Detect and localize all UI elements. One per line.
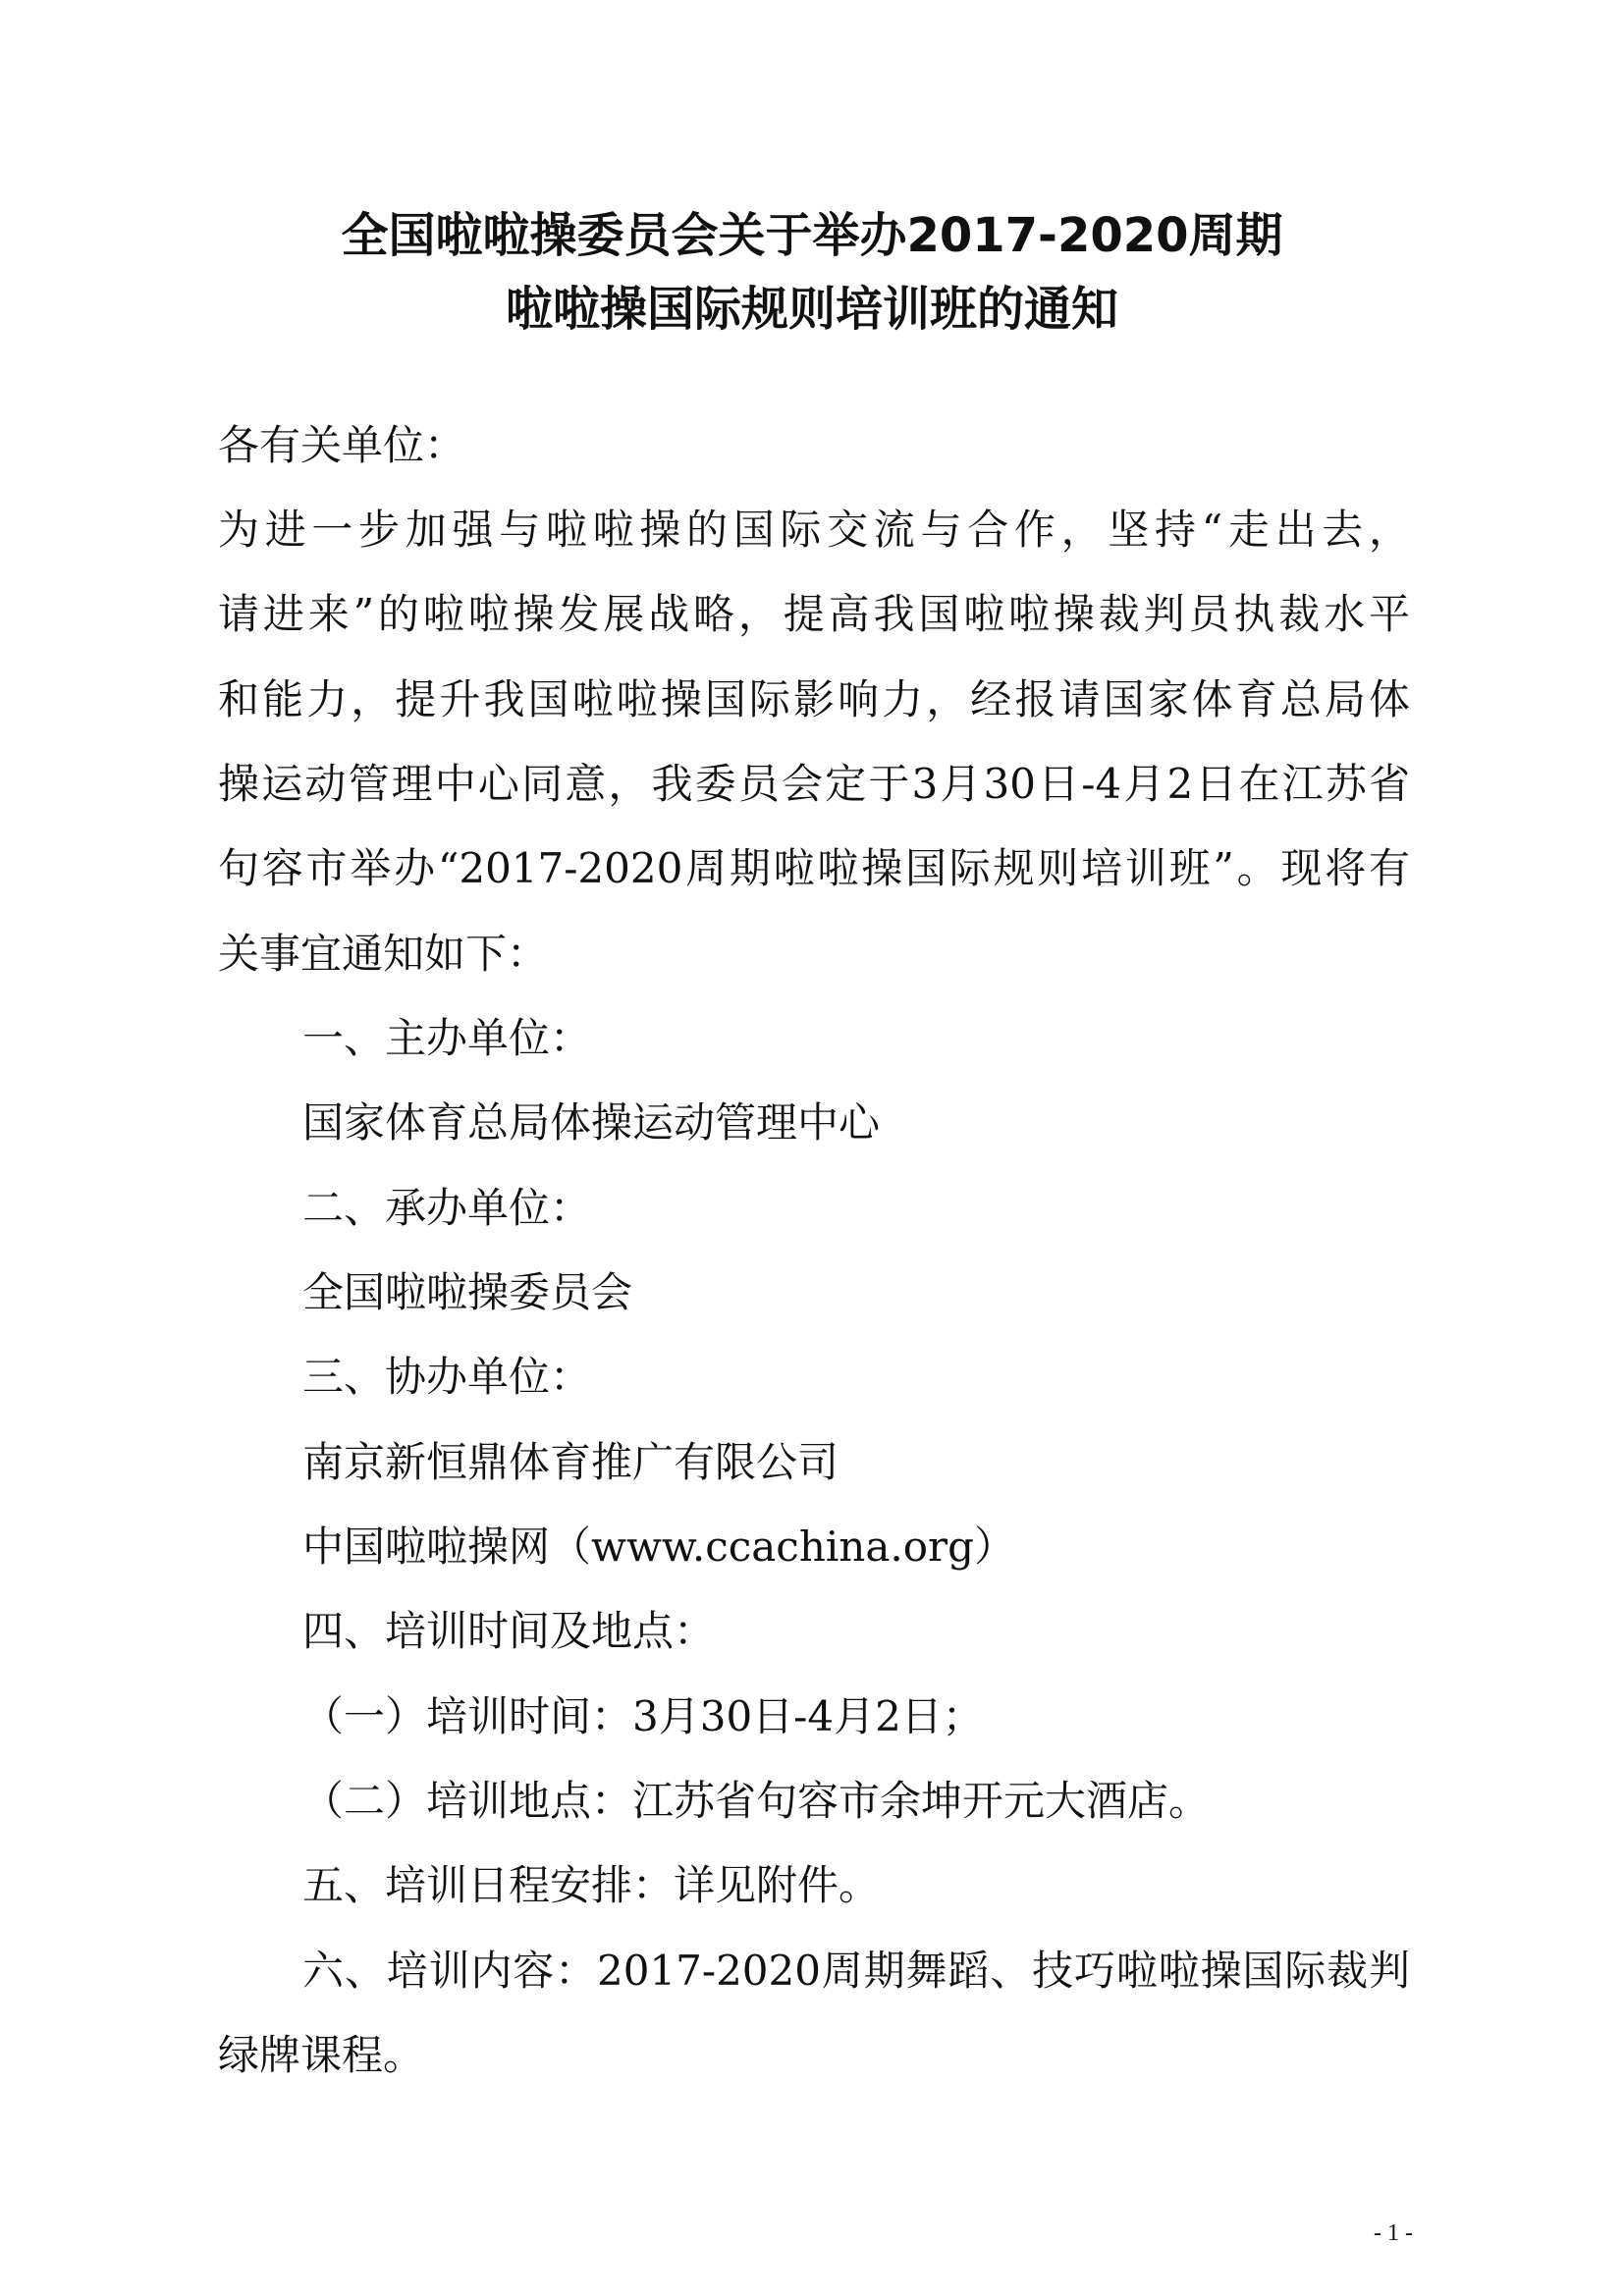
intro-paragraph-line: 请进来”的啦啦操发展战略，提高我国啦啦操裁判员执裁水平	[218, 590, 1410, 638]
section-2-content: 全国啦啦操委员会	[302, 1268, 633, 1316]
section-2-heading: 二、承办单位：	[302, 1184, 592, 1232]
section-3-content-1: 南京新恒鼎体育推广有限公司	[302, 1438, 839, 1486]
salutation: 各有关单位：	[218, 421, 466, 469]
page-number: - 1 -	[1374, 2220, 1413, 2246]
section-4-heading: 四、培训时间及地点：	[302, 1607, 716, 1655]
section-4-time: （一）培训时间：3月30日-4月2日；	[302, 1692, 984, 1740]
section-6-line-2: 绿牌课程。	[218, 2031, 425, 2079]
section-1-content: 国家体育总局体操运动管理中心	[302, 1098, 881, 1147]
section-5: 五、培训日程安排：详见附件。	[302, 1861, 881, 1909]
section-1-heading: 一、主办单位：	[302, 1014, 592, 1062]
intro-paragraph-line: 操运动管理中心同意，我委员会定于3月30日-4月2日在江苏省	[218, 760, 1410, 808]
document-title-line-2: 啦啦操国际规则培训班的通知	[505, 282, 1118, 337]
section-3-content-2: 中国啦啦操网（www.ccachina.org）	[302, 1522, 1015, 1571]
intro-paragraph-line: 关事宜通知如下：	[218, 930, 549, 978]
intro-paragraph-line: 句容市举办“2017-2020周期啦啦操国际规则培训班”。现将有	[218, 844, 1410, 892]
document-title-line-1: 全国啦啦操委员会关于举办2017-2020周期	[341, 208, 1283, 263]
section-6-line-1: 六、培训内容：2017-2020周期舞蹈、技巧啦啦操国际裁判	[302, 1947, 1410, 1995]
section-3-heading: 三、协办单位：	[302, 1353, 592, 1401]
intro-paragraph-line: 为进一步加强与啦啦操的国际交流与合作，坚持“走出去，	[218, 506, 1410, 554]
section-4-place: （二）培训地点：江苏省句容市余坤开元大酒店。	[302, 1777, 1211, 1825]
intro-paragraph-line: 和能力，提升我国啦啦操国际影响力，经报请国家体育总局体	[218, 675, 1410, 723]
